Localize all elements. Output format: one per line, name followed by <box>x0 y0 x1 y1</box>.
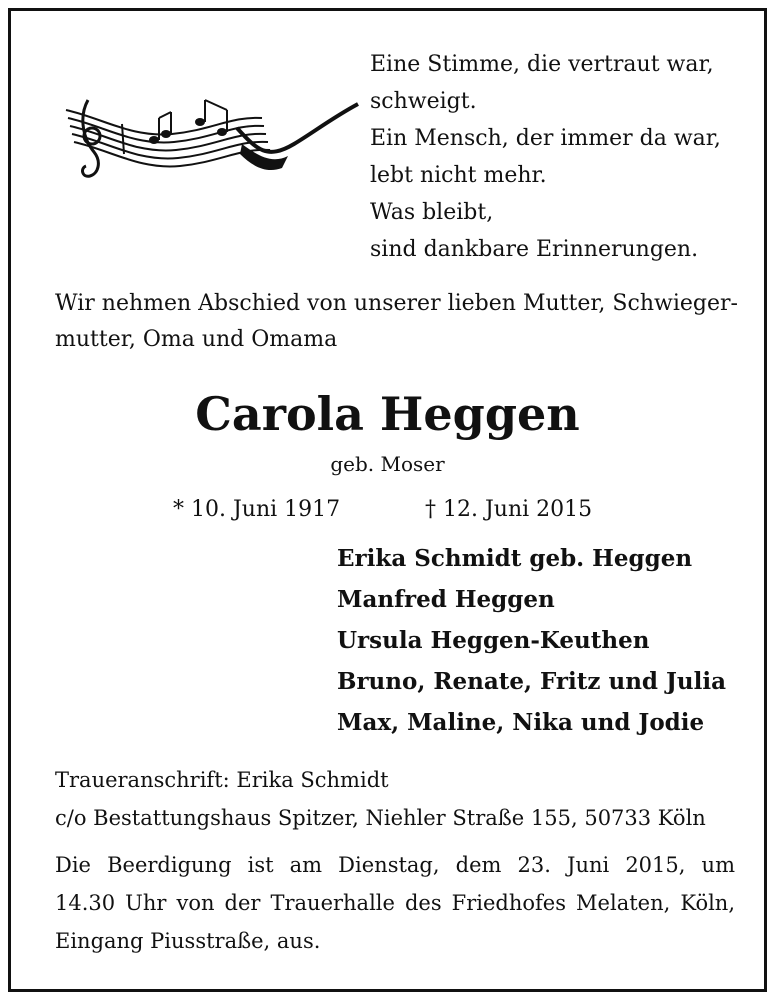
mourner-line: Bruno, Renate, Fritz und Julia <box>337 668 726 695</box>
mourner-line: Erika Schmidt geb. Heggen <box>337 545 693 572</box>
poem-line: Was bleibt, <box>370 200 494 225</box>
music-staff-icon <box>62 88 362 188</box>
maiden-name: geb. Moser <box>330 452 445 476</box>
intro-line: mutter, Oma und Omama <box>55 327 338 352</box>
mourners-list <box>337 538 757 743</box>
poem-line: lebt nicht mehr. <box>370 163 547 188</box>
mourning-address <box>55 761 735 837</box>
poem-line: Eine Stimme, die vertraut war, <box>370 52 714 77</box>
funeral-line: Eingang Piusstraße, aus. <box>55 929 321 953</box>
mourner-line: Max, Maline, Nika und Jodie <box>337 709 705 736</box>
poem-line: sind dankbare Erinnerungen. <box>370 237 699 262</box>
deceased-name: Carola Heggen <box>195 387 580 441</box>
address-line: Traueranschrift: Erika Schmidt <box>55 768 389 792</box>
birth-date: * 10. Juni 1917 <box>173 497 341 522</box>
intro-line: Wir nehmen Abschied von unserer lieben Mutter, Schwieger- <box>55 291 738 316</box>
mourner-line: Ursula Heggen-Keuthen <box>337 627 650 654</box>
poem <box>370 46 750 268</box>
funeral-line: Die Beerdigung ist am Dienstag, dem 23. Juni 2015, um <box>55 853 735 877</box>
death-date: † 12. Juni 2015 <box>425 497 593 522</box>
mourner-line: Manfred Heggen <box>337 586 555 613</box>
funeral-line: 14.30 Uhr von der Trauerhalle des Friedhofes Melaten, Köln, <box>55 891 735 915</box>
funeral-details <box>55 846 735 960</box>
farewell-intro <box>55 286 738 358</box>
address-line: c/o Bestattungshaus Spitzer, Niehler Straße 155, 50733 Köln <box>55 806 706 830</box>
poem-line: Ein Mensch, der immer da war, <box>370 126 721 151</box>
poem-line: schweigt. <box>370 89 477 114</box>
